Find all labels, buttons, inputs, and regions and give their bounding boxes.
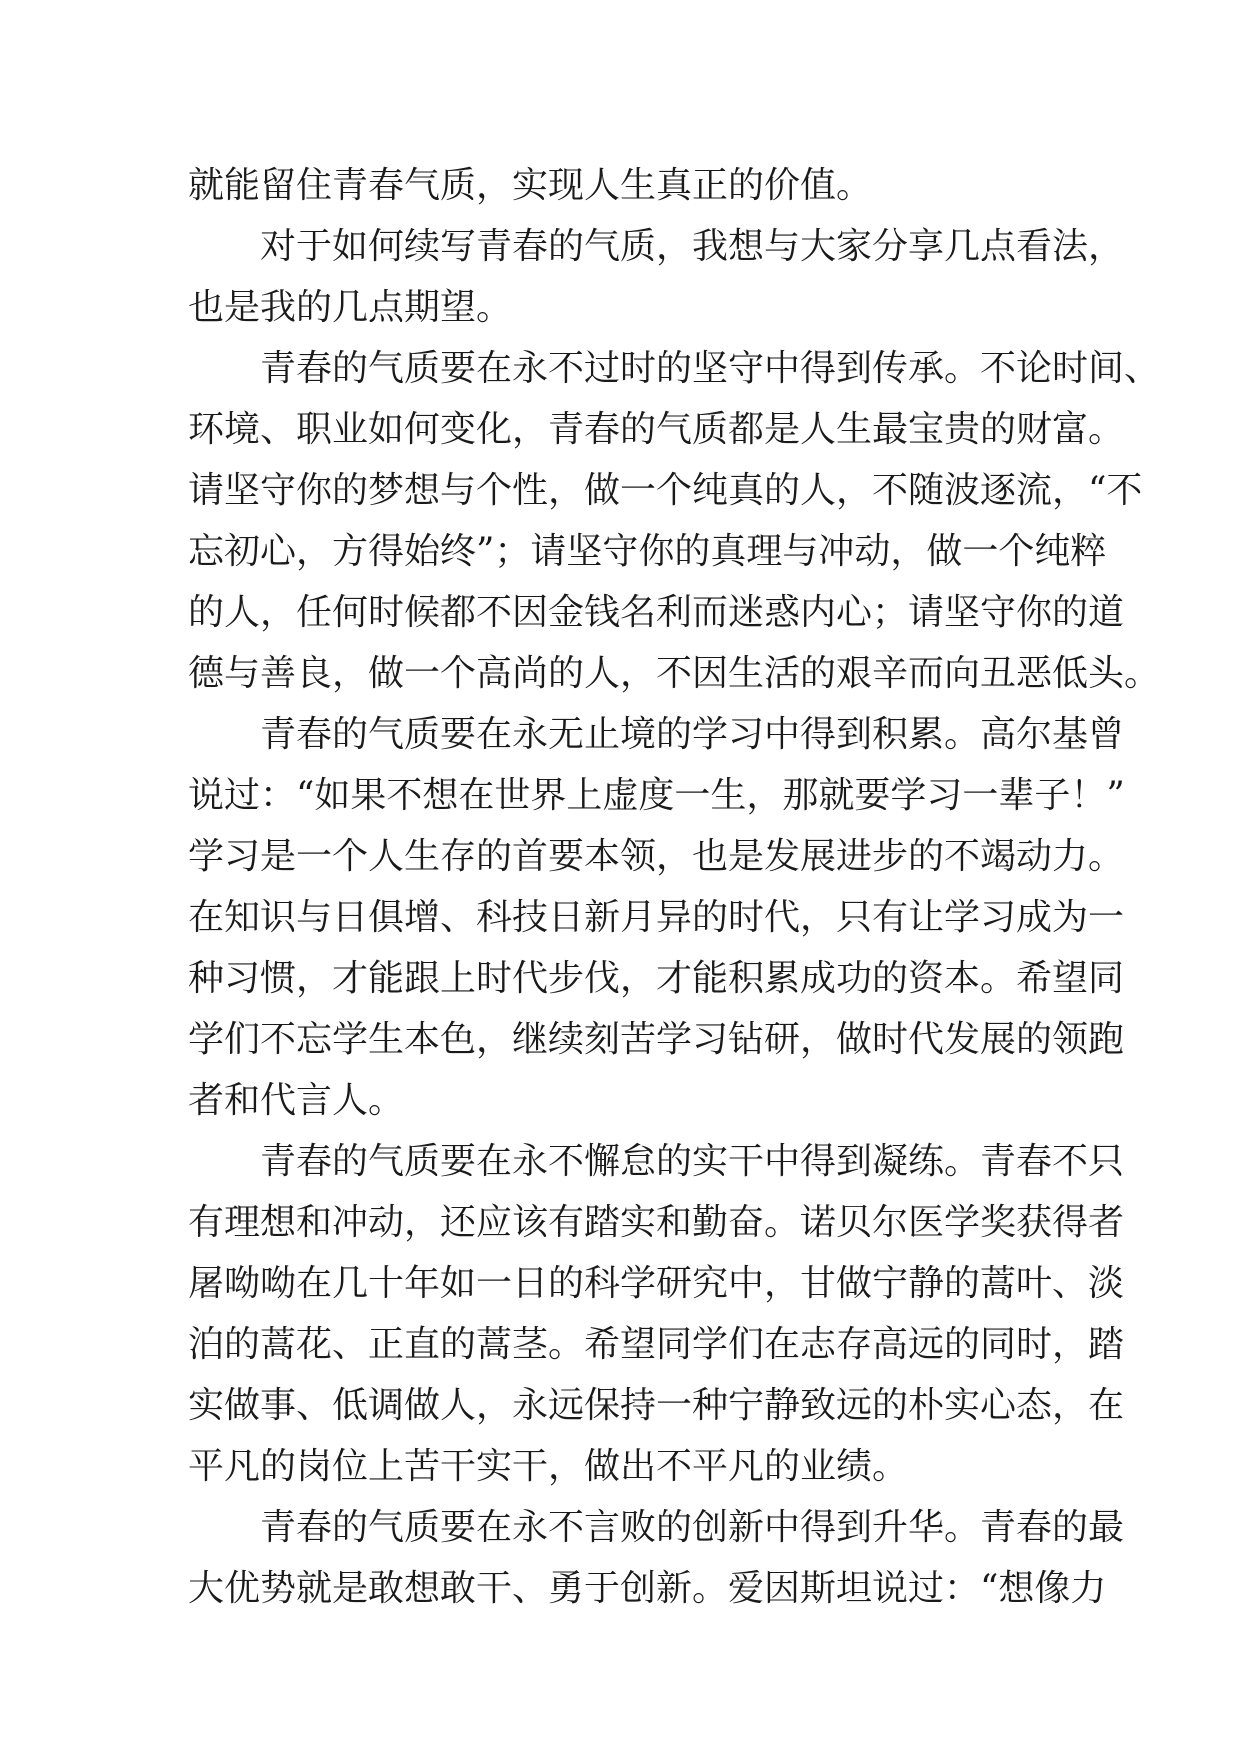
paragraph-start-line: 青春的气质要在永不懈怠的实干中得到凝练。青春不只 [260,1141,1125,1182]
body-text [188,155,1161,1619]
paragraph-start-line: 青春的气质要在永无止境的学习中得到积累。高尔基曾 [260,714,1125,755]
text-line: 请坚守你的梦想与个性，做一个纯真的人，不随波逐流，“不 [188,470,1143,511]
text-line: 环境、职业如何变化，青春的气质都是人生最宝贵的财富。 [188,409,1125,450]
text-line: 德与善良，做一个高尚的人，不因生活的艰辛而向丑恶低头。 [188,653,1161,694]
text-line: 的人，任何时候都不因金钱名利而迷惑内心；请坚守你的道 [188,592,1125,633]
text-line: 在知识与日俱增、科技日新月异的时代，只有让学习成为一 [188,897,1125,938]
text-line: 也是我的几点期望。 [188,287,513,328]
text-line: 忘初心，方得始终”；请坚守你的真理与冲动，做一个纯粹 [188,531,1107,572]
text-line: 平凡的岗位上苦干实干，做出不平凡的业绩。 [188,1446,909,1487]
paragraph-start-line: 对于如何续写青春的气质，我想与大家分享几点看法， [260,226,1125,267]
text-line: 说过：“如果不想在世界上虚度一生，那就要学习一辈子！” [188,775,1125,816]
paragraph-start-line: 青春的气质要在永不过时的坚守中得到传承。不论时间、 [260,348,1161,389]
text-line: 学习是一个人生存的首要本领，也是发展进步的不竭动力。 [188,836,1125,877]
text-line: 实做事、低调做人，永远保持一种宁静致远的朴实心态，在 [188,1385,1125,1426]
text-line: 屠呦呦在几十年如一日的科学研究中，甘做宁静的蒿叶、淡 [188,1263,1125,1304]
paragraph-start-line: 青春的气质要在永不言败的创新中得到升华。青春的最 [260,1507,1125,1548]
text-line: 泊的蒿花、正直的蒿茎。希望同学们在志存高远的同时，踏 [188,1324,1125,1365]
text-line: 学们不忘学生本色，继续刻苦学习钻研，做时代发展的领跑 [188,1019,1125,1060]
text-line: 就能留住青春气质，实现人生真正的价值。 [188,165,873,206]
text-line: 种习惯，才能跟上时代步伐，才能积累成功的资本。希望同 [188,958,1125,999]
text-line: 大优势就是敢想敢干、勇于创新。爱因斯坦说过：“想像力 [188,1568,1107,1609]
text-line: 者和代言人。 [188,1080,405,1121]
text-line: 有理想和冲动，还应该有踏实和勤奋。诺贝尔医学奖获得者 [188,1202,1125,1243]
